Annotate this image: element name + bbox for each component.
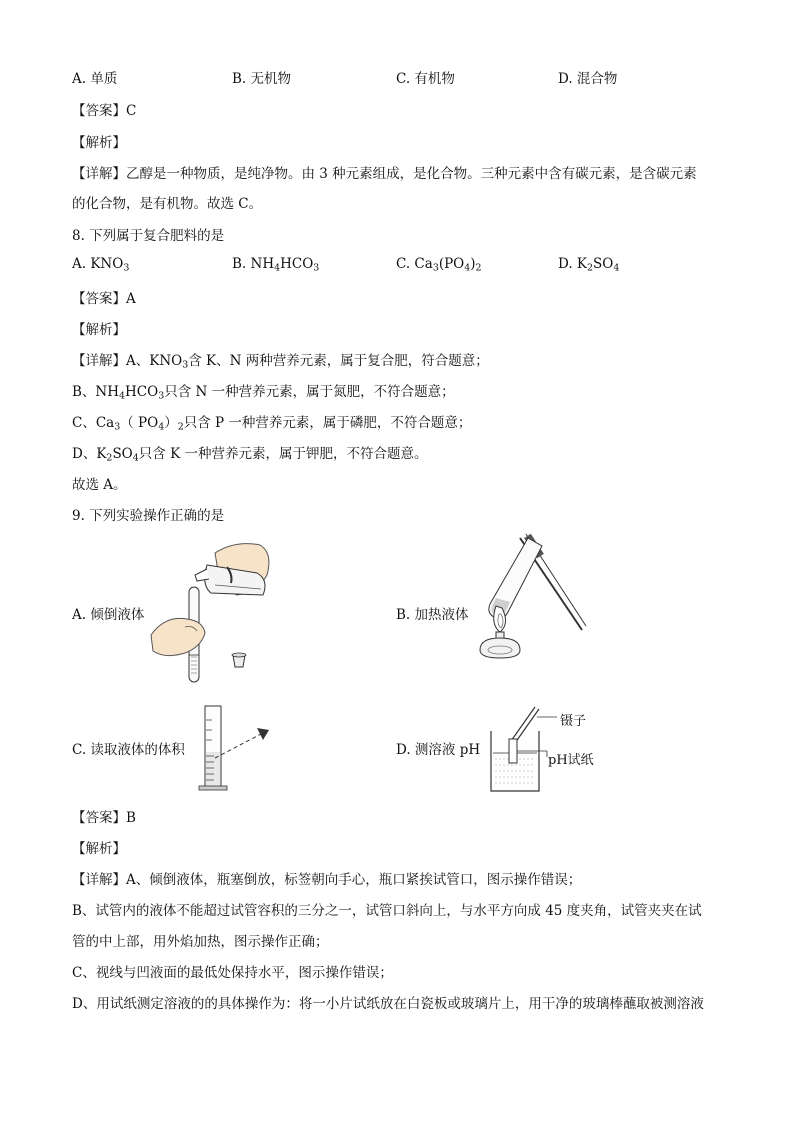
q9-detail-line-2: B、试管内的液体不能超过试管容积的三分之一，试管口斜向上，与水平方向成 45 度夹角，试管夹夹在试 (72, 903, 702, 919)
q7-option-b: B. 无机物 (232, 71, 292, 87)
q7-option-a: A. 单质 (72, 71, 118, 87)
q8-detail-c: C、$Ca_3$（ $PO_4)_2$只含 P 一种营养元素，属于磷肥，不符合题意； (72, 415, 472, 433)
q9-detail-line-5: D、用试纸测定溶液的的具体操作为：将一小片试纸放在白瓷板或玻璃片上，用干净的玻璃棒蘸取被测溶液 (72, 996, 704, 1012)
q9-option-b: B. 加热液体 (396, 607, 469, 623)
q7-detail-line-2: 的化合物，是有机物。故选 C。 (72, 196, 263, 212)
q8-stem: 8. 下列属于复合肥料的是 (72, 228, 225, 244)
q9-detail-line-4: C、视线与凹液面的最低处保持水平，图示操作错误； (72, 965, 393, 981)
figure-pouring-liquid (145, 535, 275, 690)
q8-conclusion: 故选 A。 (72, 477, 127, 493)
ph-paper-label: pH试纸 (548, 753, 594, 768)
q8-option-d: D. $K_2SO_4$ (558, 256, 620, 274)
q8-detail-a: 【详解】A、$KNO_3$含 K、N 两种营养元素，属于复合肥，符合题意； (72, 353, 489, 371)
q8-detail-d: D、$K_2SO_4$只含 K 一种营养元素，属于钾肥，不符合题意。 (72, 446, 428, 464)
q7-option-c: C. 有机物 (396, 71, 455, 87)
figure-heating-liquid (470, 528, 590, 668)
q9-detail-line-1: 【详解】A、倾倒液体，瓶塞倒放，标签朝向手心，瓶口紧挨试管口，图示操作错误； (72, 872, 582, 888)
q7-detail-line-1: 【详解】乙醇是一种物质，是纯净物。由 3 种元素组成，是化合物。三种元素中含有碳元素，是含碳元素 (72, 166, 697, 182)
q9-stem: 9. 下列实验操作正确的是 (72, 508, 225, 524)
q7-answer: 【答案】C (72, 103, 137, 119)
q8-answer: 【答案】A (72, 291, 136, 307)
figure-reading-cylinder (195, 700, 275, 796)
q8-analysis: 【解析】 (72, 322, 126, 338)
q8-option-c: C. $Ca_3(PO_4)_2$ (396, 256, 482, 274)
q8-detail-b: B、$NH_4HCO_3$只含 N 一种营养元素，属于氮肥，不符合题意； (72, 384, 455, 402)
q9-analysis: 【解析】 (72, 841, 126, 857)
q9-option-d: D. 测溶液 pH (396, 742, 481, 758)
q9-option-c: C. 读取液体的体积 (72, 742, 185, 758)
q9-option-a: A. 倾倒液体 (72, 607, 145, 623)
q8-option-b: B. $NH_4HCO_3$ (232, 256, 320, 274)
q7-option-d: D. 混合物 (558, 71, 618, 87)
q9-detail-line-3: 管的中上部，用外焰加热，图示操作正确； (72, 934, 329, 950)
q7-analysis: 【解析】 (72, 135, 126, 151)
tweezers-label: 镊子 (560, 714, 587, 729)
q9-answer: 【答案】B (72, 810, 136, 826)
q8-option-a: A. $KNO_3$ (72, 256, 130, 274)
